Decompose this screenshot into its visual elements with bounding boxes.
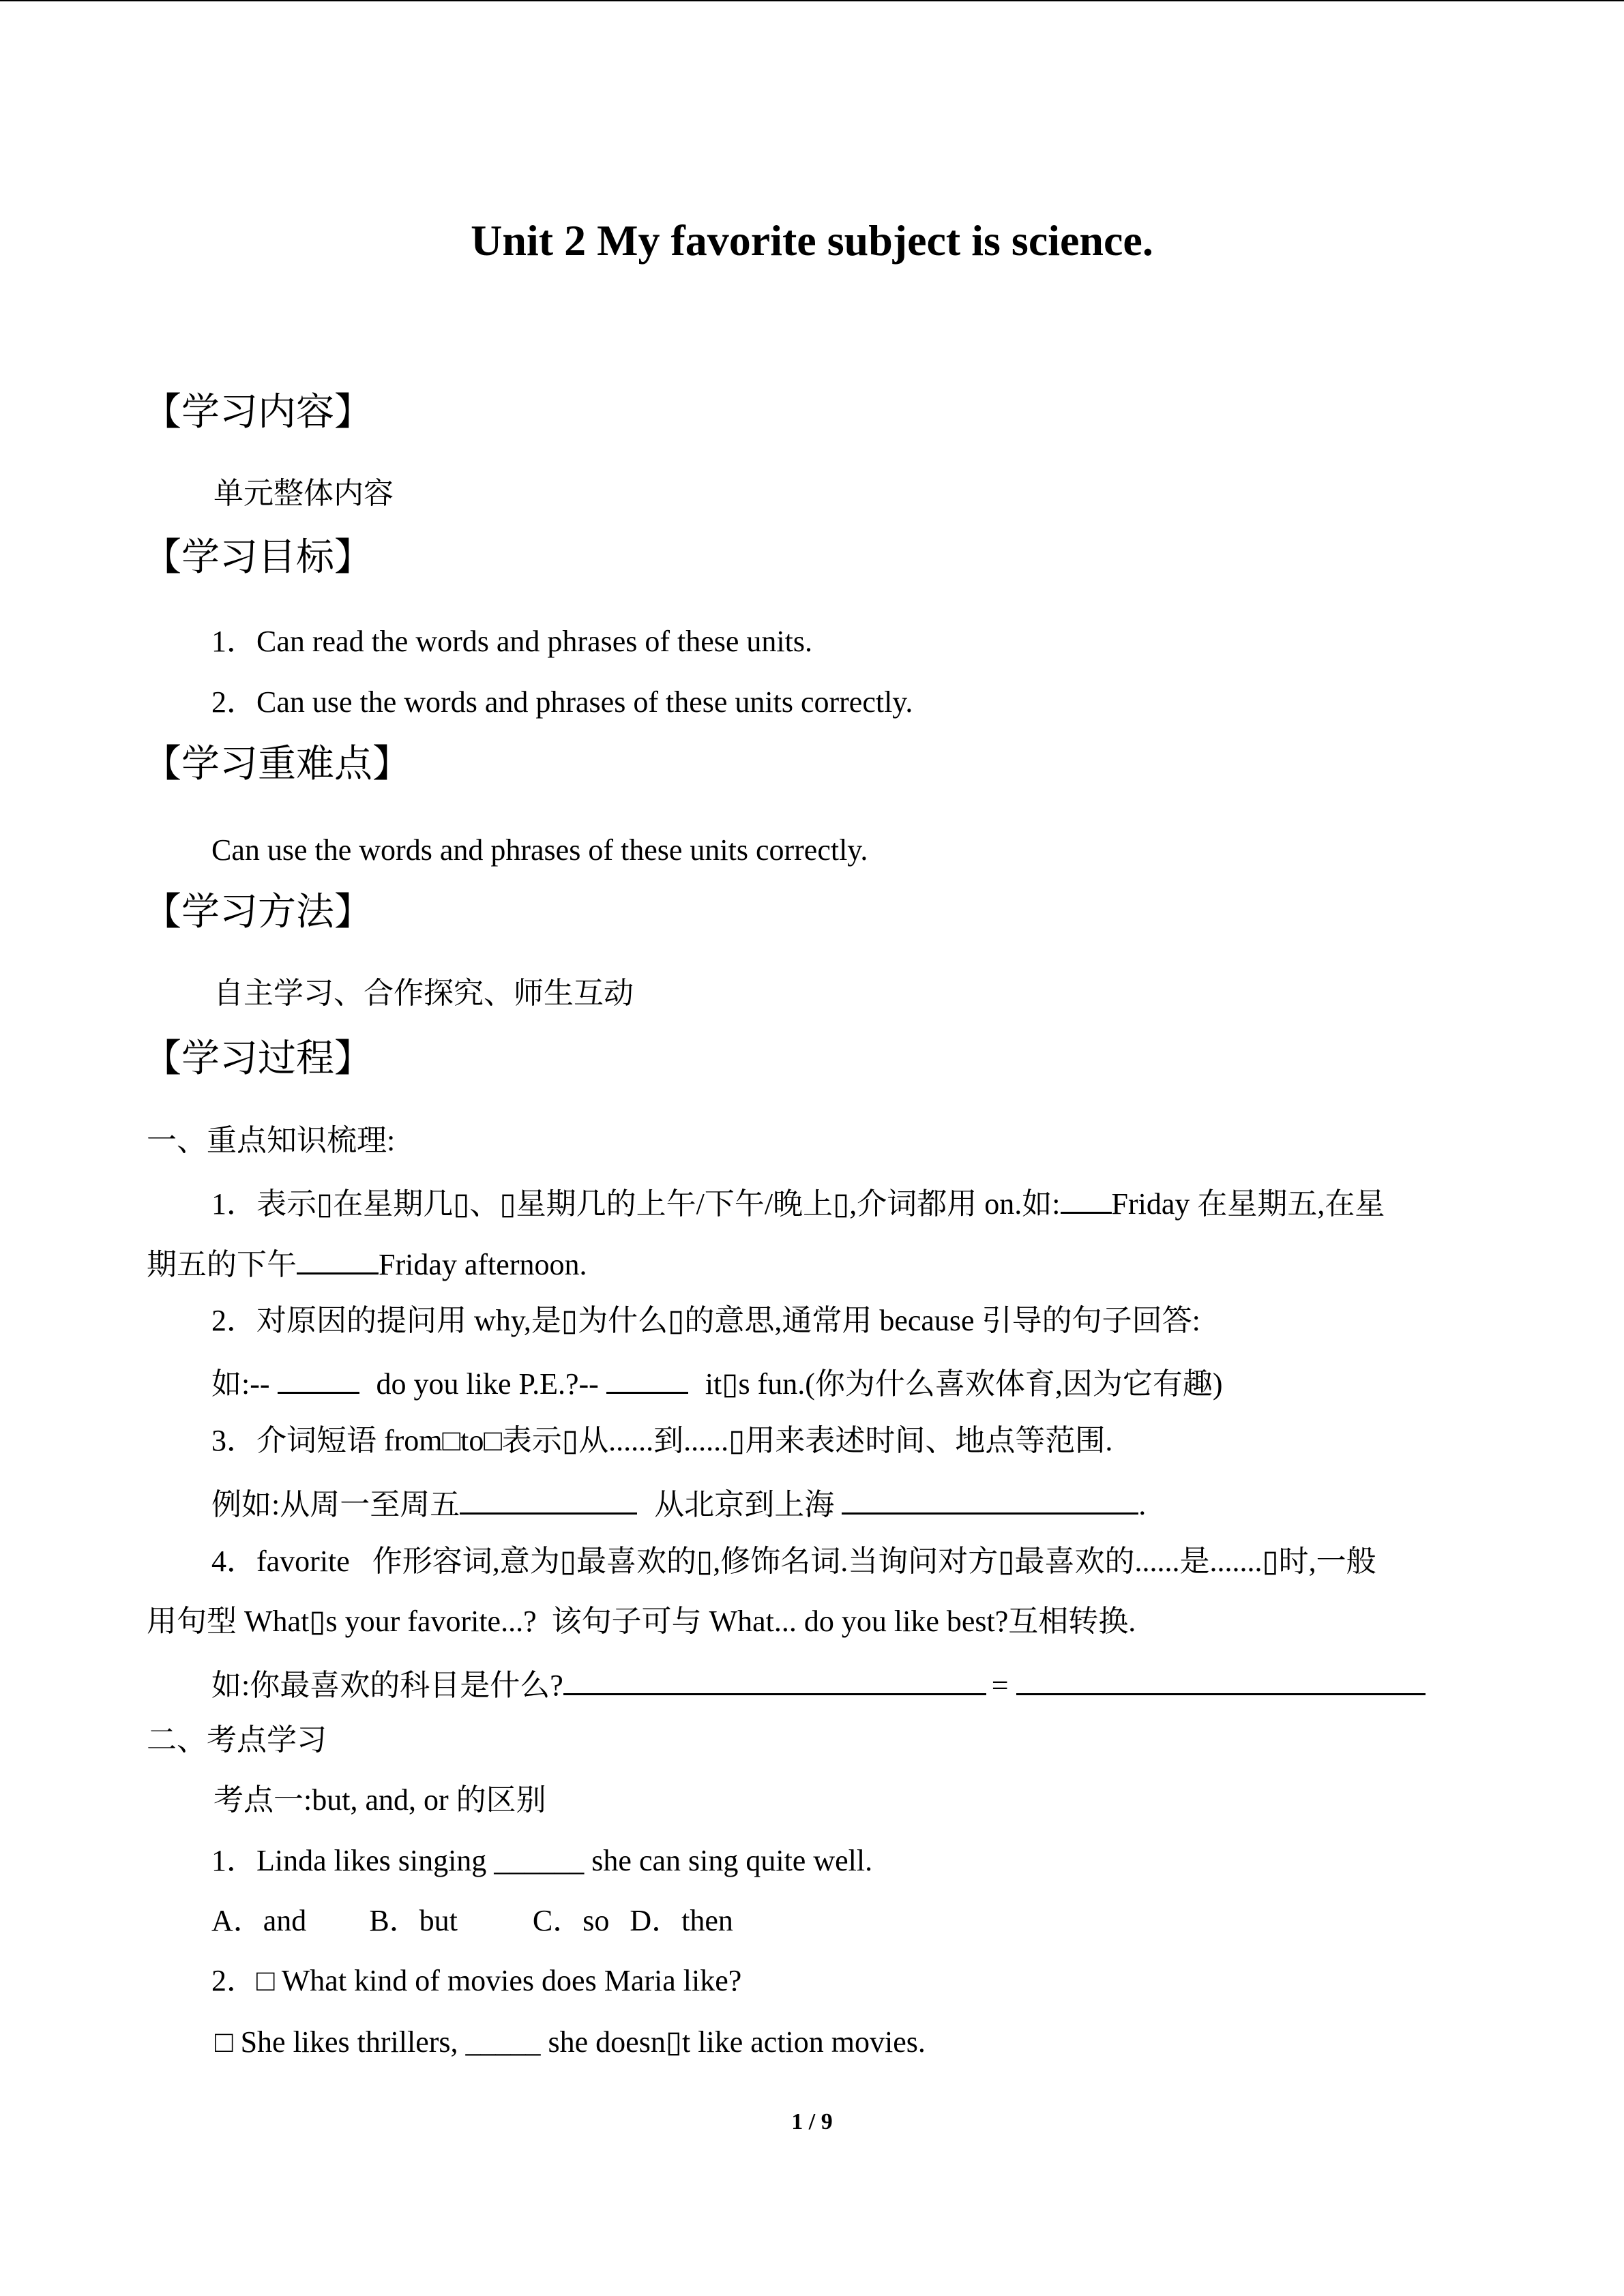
question-1-options	[211, 1900, 733, 1941]
question-2-line1: 2．□ What kind of movies does Maria like?	[211, 1964, 742, 1997]
point2-line2	[211, 1360, 1223, 1405]
answer-blank	[297, 1241, 379, 1274]
point4-text-b: =	[991, 1669, 1016, 1702]
part2-title: 二、考点学习	[147, 1723, 327, 1757]
answer-blank	[563, 1662, 986, 1695]
option-b: B．but	[369, 1904, 458, 1937]
option-c: C．so	[532, 1904, 610, 1937]
part2-topic: 考点一:but, and, or 的区别	[213, 1783, 546, 1817]
document-title: Unit 2 My favorite subject is science.	[471, 216, 1153, 265]
method-text: 自主学习、合作探究、师生互动	[213, 976, 634, 1010]
goal-item-1: 1．Can read the words and phrases of these units.	[211, 625, 813, 658]
content-text: 单元整体内容	[213, 477, 394, 510]
point4-text-a: 如:你最喜欢的科目是什么?	[211, 1669, 563, 1702]
answer-blank	[842, 1481, 1138, 1515]
question-2-line2: □ She likes thrillers, _____ she doesn▯t like action movies.	[215, 2025, 926, 2059]
answer-blank	[1016, 1662, 1426, 1695]
point1-text-d: Friday afternoon.	[379, 1248, 587, 1281]
goal-item-2: 2．Can use the words and phrases of these units correctly.	[211, 685, 913, 719]
point2-line1: 2．对原因的提问用 why,是▯为什么▯的意思,通常用 because 引导的句子回答:	[211, 1304, 1200, 1337]
page-number: 1 / 9	[791, 2109, 833, 2134]
heading-content: 【学习内容】	[143, 390, 372, 434]
point1-text-b: Friday 在星期五,在星	[1111, 1187, 1385, 1221]
option-d: D．then	[630, 1904, 733, 1937]
answer-blank	[606, 1360, 688, 1394]
part1-title: 一、重点知识梳理:	[147, 1124, 396, 1157]
point3-line2	[211, 1481, 1146, 1525]
point3-line1: 3．介词短语 from□to□表示▯从......到......▯用来表述时间、地点等范围.	[211, 1424, 1113, 1457]
point4-line3	[211, 1662, 1426, 1706]
point1-text-a: 1．表示▯在星期几▯、▯星期几的上午/下午/晚上▯,介词都用 on.如:	[211, 1187, 1061, 1221]
answer-blank	[460, 1481, 637, 1515]
question-1: 1．Linda likes singing ______ she can sing quite well.	[211, 1844, 873, 1877]
point3-text-b: 从北京到上海	[654, 1488, 842, 1521]
point4-line2: 用句型 What▯s your favorite...? 该句子可与 What... do you like best?互相转换.	[147, 1605, 1136, 1638]
point2-text-c: it▯s fun.(你为什么喜欢体育,因为它有趣)	[705, 1367, 1223, 1401]
point1-text-c: 期五的下午	[147, 1248, 297, 1281]
point1-line1	[211, 1180, 1385, 1225]
key-points-text: Can use the words and phrases of these units correctly.	[211, 833, 868, 867]
point1-line2	[147, 1241, 587, 1285]
option-a: A．and	[211, 1904, 307, 1937]
point2-text-b: do you like P.E.?--	[376, 1367, 606, 1401]
point3-text-c: .	[1138, 1488, 1147, 1521]
heading-process: 【学习过程】	[143, 1037, 372, 1081]
point4-line1: 4．favorite 作形容词,意为▯最喜欢的▯,修饰名词.当询问对方▯最喜欢的......是.......▯时,一般	[211, 1545, 1376, 1578]
point2-text-a: 如:--	[211, 1367, 278, 1401]
heading-method: 【学习方法】	[143, 890, 372, 934]
top-border-line	[0, 0, 1624, 1]
heading-goals: 【学习目标】	[143, 535, 372, 580]
answer-blank	[278, 1360, 359, 1394]
point3-text-a: 例如:从周一至周五	[211, 1488, 460, 1521]
answer-blank	[1061, 1180, 1112, 1214]
heading-key-points: 【学习重难点】	[143, 742, 411, 786]
